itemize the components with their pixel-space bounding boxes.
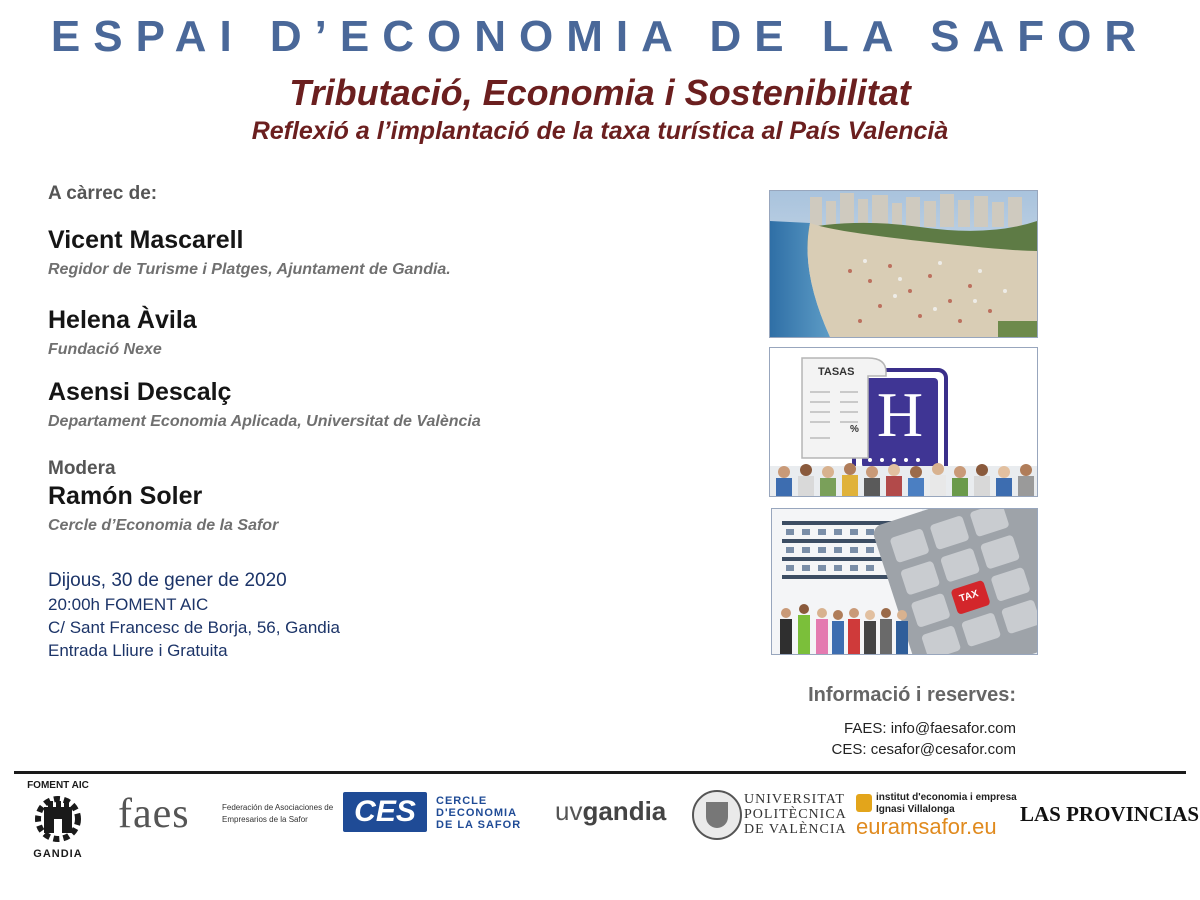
event-time-place: 20:00h FOMENT AIC [48,595,209,614]
info-title: Informació i reserves: [808,684,1016,706]
moderator [48,482,278,535]
cercle-line: D'ECONOMIA [436,807,518,819]
hotel-letter: H [876,379,924,450]
euramsafor-logo: euramsafor.eu [856,814,997,839]
speaker-1 [48,226,451,279]
upv-logo [744,792,847,837]
upv-seal-icon [692,790,742,840]
speaker-role: Regidor de Turisme i Platges, Ajuntament de Gandia. [48,261,451,278]
gear-castle-icon [22,791,94,843]
tasas-label: TASAS [818,366,855,378]
institut-shield-icon [856,794,872,812]
foment-aic-logo [22,780,94,860]
contact-ces[interactable]: CES: cesafor@cesafor.com [831,741,1016,758]
foment-logo-bottom: GANDIA [33,848,83,860]
uv-prefix: uv [555,796,583,826]
event-address: C/ Sant Francesc de Borja, 56, Gandia [48,618,340,637]
uv-name: gandia [582,796,667,826]
las-provincias-logo: LAS PROVINCIAS [1020,802,1200,826]
faes-logo: faes [118,791,190,837]
speaker-2 [48,306,197,359]
faes-desc-line: Empresarios de la Safor [222,815,308,824]
institut-line: Ignasi Villalonga [876,804,955,815]
event-info [48,570,340,661]
institut-logo [876,792,1017,816]
percent-label: % [850,424,859,435]
subtitle-secondary: Reflexió a l’implantació de la taxa turística al País Valencià [251,117,949,145]
event-date: Dijous, 30 de gener de 2020 [48,570,287,591]
subtitle: Tributació, Economia i Sostenibilitat [289,72,911,113]
cercle-logo [436,795,521,831]
hotel-tax-photo [769,347,1038,497]
cercle-line: CERCLE [436,795,488,807]
speakers-intro: A càrrec de: [48,183,158,204]
tax-label: TAX [958,588,980,605]
speaker-role: Departament Economia Aplicada, Universitat de València [48,413,481,430]
moderator-label: Modera [48,458,116,479]
contact-faes[interactable]: FAES: info@faesafor.com [844,720,1016,737]
speaker-role: Fundació Nexe [48,341,162,358]
faes-desc-line: Federación de Asociaciones de [222,803,334,812]
faes-description [222,802,333,826]
footer-divider [14,771,1186,774]
cruise-tax-photo [771,508,1038,655]
speaker-3 [48,378,481,431]
upv-line: POLITÈCNICA [744,807,847,822]
uv-gandia-logo [555,796,666,827]
cercle-line: DE LA SAFOR [436,819,522,831]
moderator-name: Ramón Soler [48,482,203,510]
main-title: ESPAI D’ECONOMIA DE LA SAFOR [50,12,1150,61]
foment-logo-top: FOMENT AIC [27,780,89,791]
upv-line: DE VALÈNCIA [744,822,847,837]
institut-line: institut d'economia i empresa [876,792,1017,803]
speaker-name: Vicent Mascarell [48,226,244,254]
speaker-name: Helena Àvila [48,306,197,334]
speaker-name: Asensi Descalç [48,378,232,406]
event-entry: Entrada Lliure i Gratuita [48,641,228,660]
beach-photo [769,190,1038,338]
ces-logo-text: CES [354,795,416,828]
moderator-role: Cercle d’Economia de la Safor [48,517,279,534]
upv-line: UNIVERSITAT [744,792,845,807]
ces-logo [343,792,427,832]
